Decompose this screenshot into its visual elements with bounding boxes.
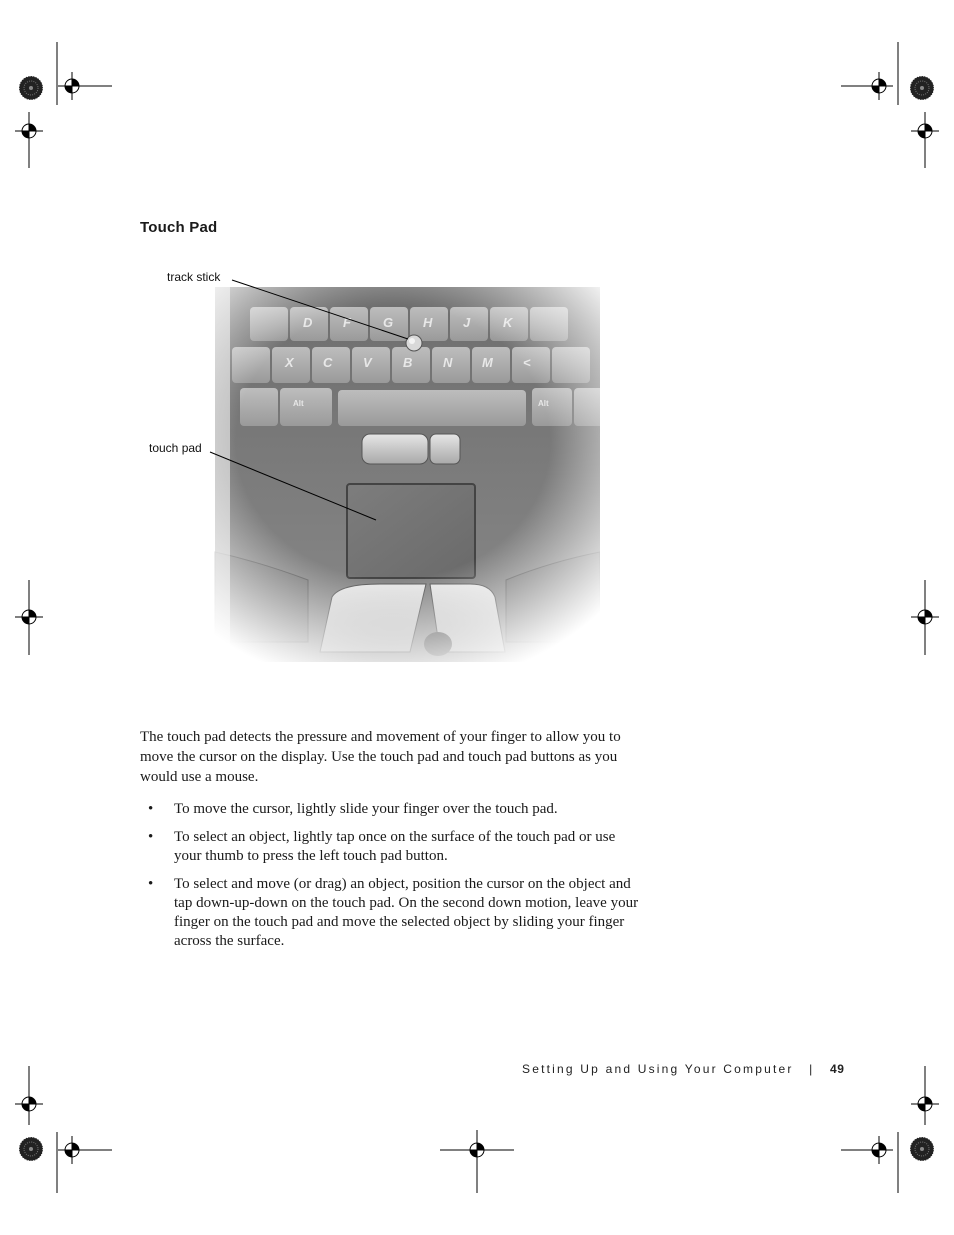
touch-pad-callout: touch pad xyxy=(149,441,202,455)
bullet-icon: • xyxy=(148,829,154,845)
list-item xyxy=(140,828,640,866)
list-item-text: To select and move (or drag) an object, position the cursor on the object and tap down-up-down on the touch pad. On the second down motion, leave your finger on the touch pad and move the selected object by sliding your finger across the surface. xyxy=(174,876,639,949)
page-number: 49 xyxy=(830,1062,845,1076)
list-item-text: To move the cursor, lightly slide your finger over the touch pad. xyxy=(174,801,558,817)
list-item-text: To select an object, lightly tap once on the surface of the touch pad or use your thumb to press the left touch pad button. xyxy=(174,829,616,864)
keyboard-touchpad-drawing xyxy=(140,262,600,662)
footer-separator: | xyxy=(809,1062,815,1076)
page-footer xyxy=(522,1062,844,1076)
list-item xyxy=(140,800,640,819)
list-item xyxy=(140,875,640,951)
bullet-icon: • xyxy=(148,801,154,817)
track-stick-callout: track stick xyxy=(167,270,221,284)
bullet-icon: • xyxy=(148,876,154,892)
touchpad-illustration xyxy=(140,262,600,662)
instruction-list xyxy=(140,800,640,960)
running-head: Setting Up and Using Your Computer xyxy=(522,1062,794,1076)
section-title: Touch Pad xyxy=(140,219,218,236)
intro-paragraph: The touch pad detects the pressure and movement of your finger to allow you to move the cursor on the display. Use the touch pad and touch pad buttons as you would use a mouse. xyxy=(140,729,621,785)
